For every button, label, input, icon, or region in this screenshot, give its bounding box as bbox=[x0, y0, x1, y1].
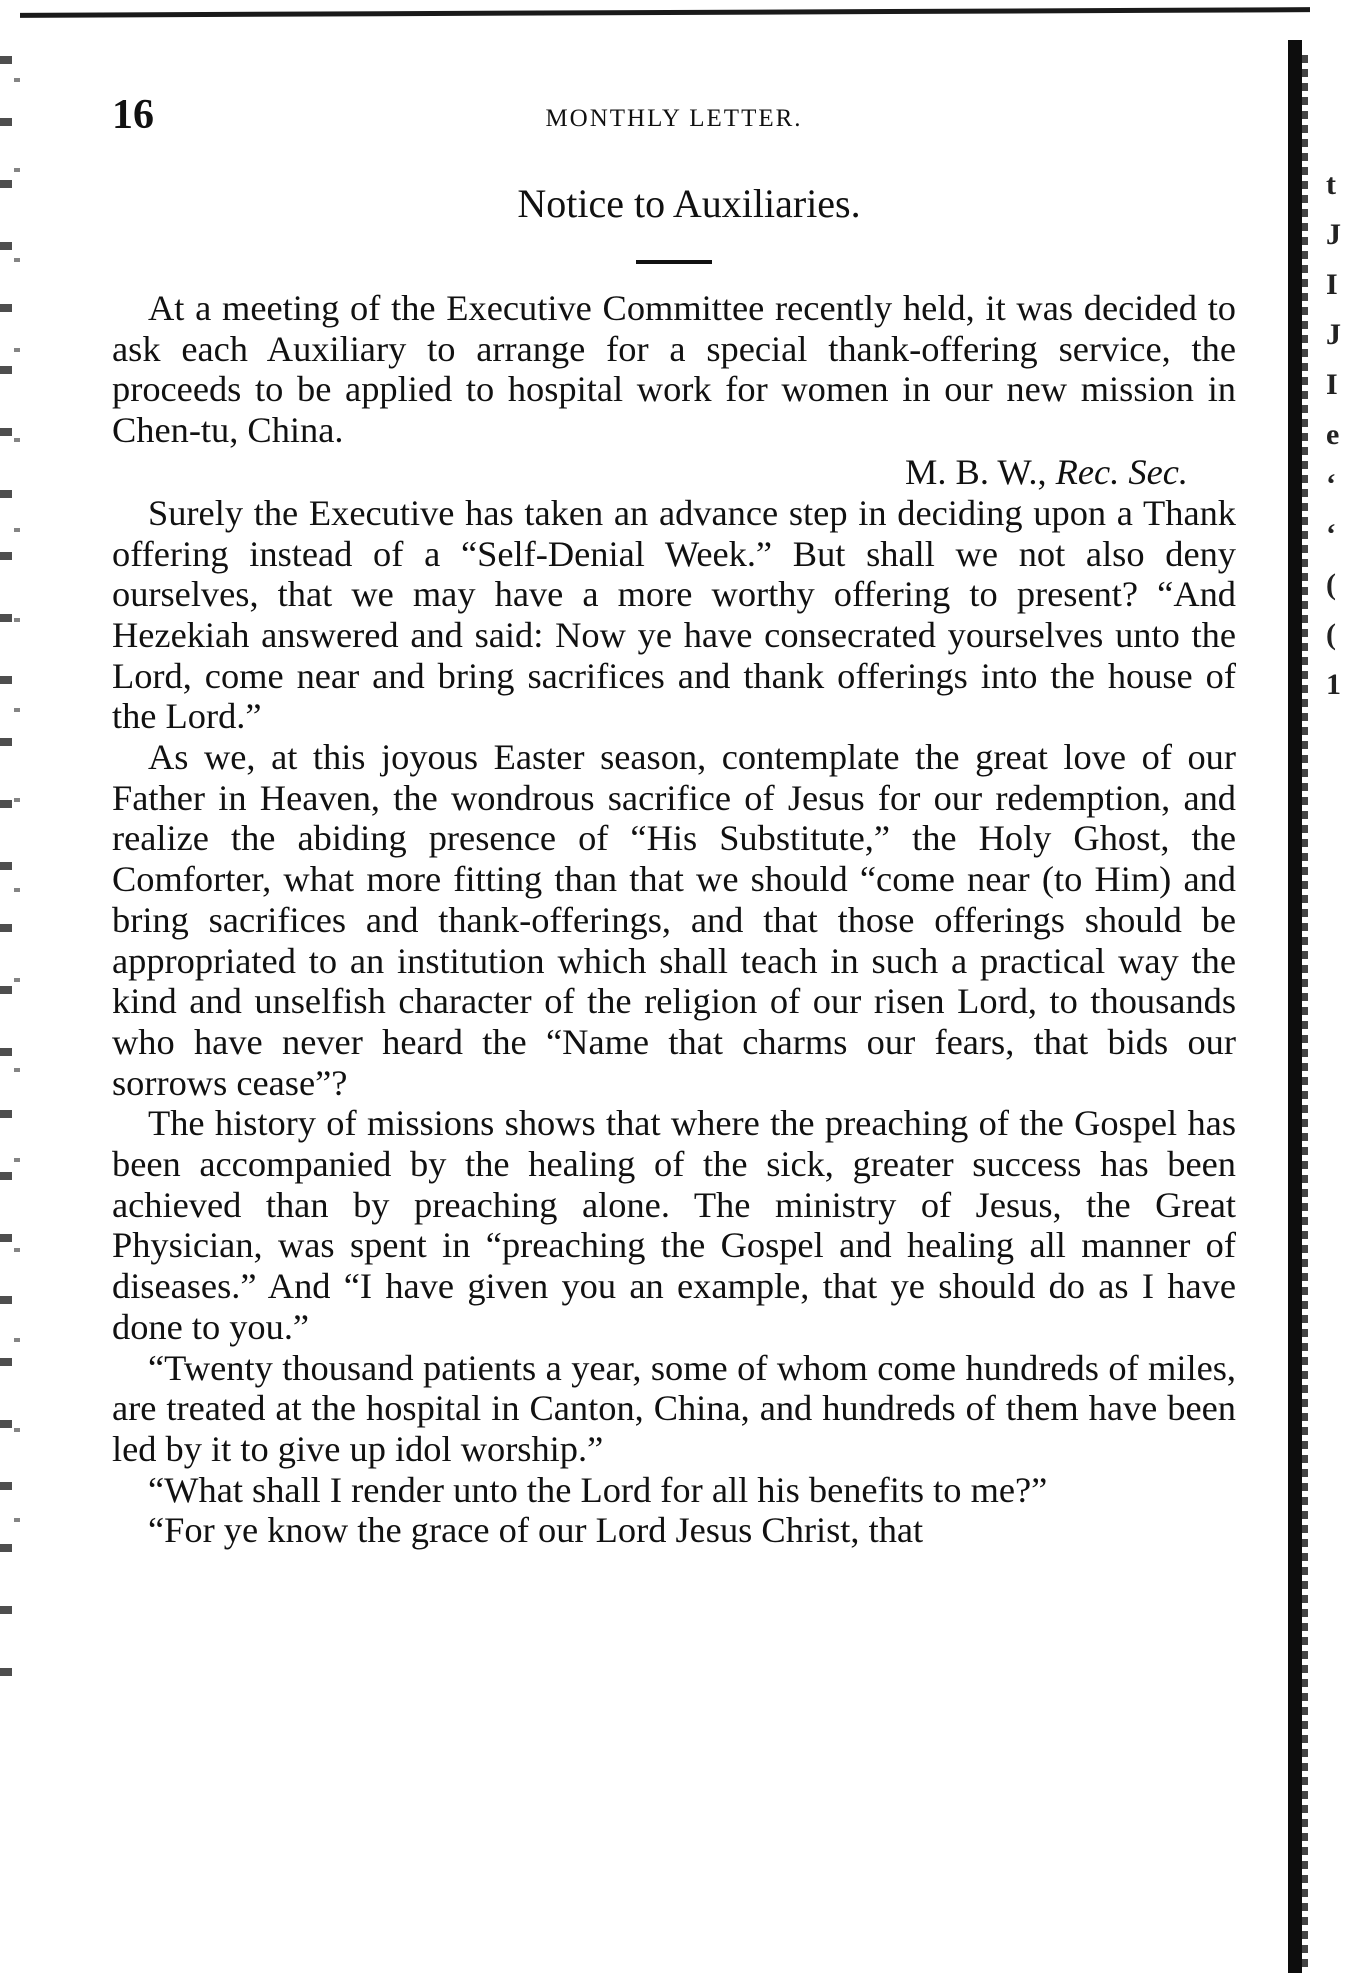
bleed-char: I bbox=[1326, 268, 1338, 301]
signature-role: Rec. Sec. bbox=[1055, 451, 1188, 492]
signature bbox=[112, 451, 1236, 493]
body-paragraph: “Twenty thousand patients a year, some of whom come hundreds of miles, are treated at the hospital in Canton, China, and hundreds of them have been led by it to give up idol worship.” bbox=[112, 1347, 1236, 1469]
page-number: 16 bbox=[112, 92, 154, 138]
running-title: MONTHLY LETTER. bbox=[545, 105, 803, 132]
bleed-char: e bbox=[1326, 418, 1340, 451]
bleed-char: J bbox=[1326, 318, 1341, 351]
bleed-char: J bbox=[1326, 218, 1341, 251]
bleed-char: I bbox=[1326, 368, 1338, 401]
body-paragraph: As we, at this joyous Easter season, contemplate the great love of our Father in Heaven, the wondrous sacrifice of Jesus for our redemption, and realize the abiding presence of “His Substitute,” the Holy Ghost, the Comforter, what more fitting than that we should “come near (to Him) and bring sacrifices and thank-offerings, and that those offerings should be appropriated to an institution which shall teach in such a practical way the kind and unselfish character of the religion of our risen Lord, to thousands who have never heard the “Name that charms our fears, that bids our sorrows cease”? bbox=[112, 737, 1236, 1103]
body-paragraph: “What shall I render unto the Lord for all his benefits to me?” bbox=[148, 1469, 1048, 1510]
running-head bbox=[112, 92, 1236, 152]
bleed-char: ( bbox=[1326, 618, 1336, 651]
article-body bbox=[112, 288, 1236, 1551]
book-spine-shadow bbox=[1288, 40, 1302, 1973]
notice-paragraph: At a meeting of the Executive Committee recently held, it was decided to ask each Auxiliary to arrange for a special thank-offering service, the proceeds to be applied to hospital work for women in our new mission in Chen-tu, China. bbox=[112, 288, 1236, 451]
book-spine-edge bbox=[1302, 55, 1308, 1973]
bleed-char: 1 bbox=[1326, 668, 1341, 701]
section-title: Notice to Auxiliaries. bbox=[517, 181, 861, 226]
body-paragraph: Surely the Executive has taken an advance step in deciding upon a Thank offering instead of a “Self-Denial Week.” But shall we not also deny ourselves, that we may have a more worthy offering to present? “And Hezekiah answered and said: Now ye have consecrated yourselves unto the Lord, come near and bring sacrifices and thank offerings into the house of the Lord.” bbox=[112, 492, 1236, 737]
bleed-char: t bbox=[1326, 168, 1336, 201]
signature-name: M. B. W., bbox=[905, 451, 1056, 492]
scan-gutter-marks-inner bbox=[14, 30, 20, 1530]
scan-top-rule bbox=[20, 7, 1310, 18]
bleed-char: ( bbox=[1326, 568, 1336, 601]
body-paragraph: The history of missions shows that where the preaching of the Gospel has been accompanied by the healing of the sick, greater success has been achieved than by preaching alone. The ministry of Jesus, the Great Physician, was spent in “preaching the Gospel and healing all manner of diseases.” And “I have given you an example, that ye should do as I have done to you.” bbox=[112, 1103, 1236, 1347]
bleed-char: ʻ bbox=[1326, 518, 1336, 551]
body-paragraph: “For ye know the grace of our Lord Jesus Christ, that bbox=[148, 1510, 924, 1551]
bleed-char: ʻ bbox=[1326, 468, 1336, 501]
facing-page-bleed bbox=[1326, 160, 1354, 860]
title-divider bbox=[636, 260, 712, 264]
document-page bbox=[112, 92, 1236, 1551]
